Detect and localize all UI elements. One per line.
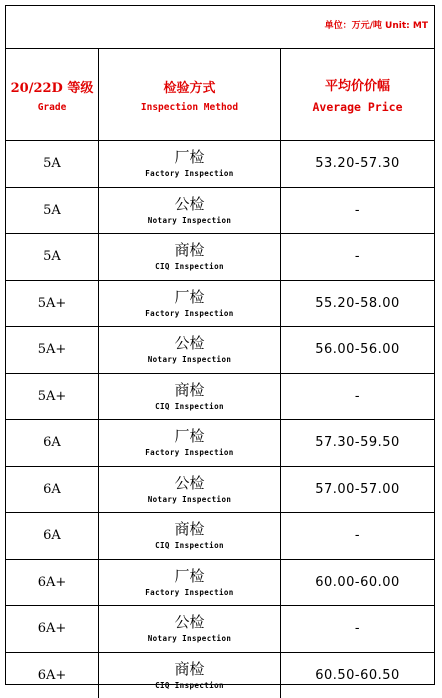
grade-cell — [6, 420, 99, 466]
grade-cell — [6, 513, 99, 559]
method-cell — [99, 467, 281, 513]
table-row — [6, 560, 434, 607]
price-cell — [281, 281, 434, 327]
method-en: Notary Inspection — [148, 634, 232, 643]
price-value: 60.00-60.00 — [315, 575, 400, 590]
price-value: 57.00-57.00 — [315, 482, 400, 497]
method-header — [99, 49, 281, 140]
grade-cell — [6, 467, 99, 513]
price-cell — [281, 653, 434, 698]
table-row — [6, 467, 434, 514]
grade-header-cn: 20/22D 等级 — [11, 77, 94, 96]
price-value: - — [355, 621, 360, 636]
method-cn: 公检 — [174, 475, 204, 492]
method-cell — [99, 560, 281, 606]
method-cn: 厂检 — [174, 428, 204, 445]
price-value: 57.30-59.50 — [315, 435, 400, 450]
price-cell — [281, 467, 434, 513]
method-en: Factory Inspection — [145, 169, 233, 178]
grade-value: 6A+ — [38, 575, 67, 590]
method-cell — [99, 141, 281, 187]
method-cell — [99, 234, 281, 280]
price-value: 56.00-56.00 — [315, 342, 400, 357]
method-cn: 厂检 — [174, 289, 204, 306]
table-row — [6, 513, 434, 560]
unit-note: 单位：万元/吨 Unit: MT — [325, 18, 428, 31]
method-cell — [99, 188, 281, 234]
table-header — [6, 49, 434, 141]
price-cell — [281, 188, 434, 234]
method-en: Notary Inspection — [148, 495, 232, 504]
method-en: Factory Inspection — [145, 448, 233, 457]
price-cell — [281, 513, 434, 559]
method-cn: 厂检 — [174, 568, 204, 585]
method-cell — [99, 653, 281, 698]
grade-value: 6A+ — [38, 668, 67, 683]
method-cn: 商检 — [174, 382, 204, 399]
table-row — [6, 606, 434, 653]
table-row — [6, 141, 434, 188]
table-row — [6, 327, 434, 374]
table-row — [6, 188, 434, 235]
method-en: CIQ Inspection — [155, 681, 224, 690]
method-header-cn: 检验方式 — [163, 77, 215, 96]
table-row — [6, 374, 434, 421]
price-value: - — [355, 249, 360, 264]
table-row — [6, 420, 434, 467]
price-header-cn: 平均价价幅 — [325, 75, 390, 94]
price-cell — [281, 420, 434, 466]
method-cn: 公检 — [174, 614, 204, 631]
method-cn: 商检 — [174, 661, 204, 678]
grade-header — [6, 49, 99, 140]
table-row — [6, 653, 434, 698]
unit-row — [6, 6, 434, 49]
grade-cell — [6, 281, 99, 327]
price-cell — [281, 374, 434, 420]
grade-value: 6A+ — [38, 621, 67, 636]
grade-value: 5A — [43, 249, 61, 264]
method-en: Factory Inspection — [145, 309, 233, 318]
price-cell — [281, 606, 434, 652]
method-en: Notary Inspection — [148, 355, 232, 364]
grade-cell — [6, 234, 99, 280]
grade-value: 5A — [43, 203, 61, 218]
price-header — [281, 49, 434, 140]
grade-cell — [6, 653, 99, 698]
price-cell — [281, 141, 434, 187]
method-cn: 公检 — [174, 196, 204, 213]
price-value: 60.50-60.50 — [315, 668, 400, 683]
method-en: Factory Inspection — [145, 588, 233, 597]
grade-value: 6A — [43, 482, 61, 497]
price-value: - — [355, 389, 360, 404]
grade-cell — [6, 374, 99, 420]
price-value: - — [355, 203, 360, 218]
method-cell — [99, 327, 281, 373]
price-value: 55.20-58.00 — [315, 296, 400, 311]
price-cell — [281, 327, 434, 373]
grade-value: 5A+ — [38, 389, 67, 404]
grade-value: 5A+ — [38, 296, 67, 311]
table-body — [6, 141, 434, 698]
grade-value: 6A — [43, 435, 61, 450]
method-cell — [99, 281, 281, 327]
method-cell — [99, 374, 281, 420]
grade-cell — [6, 606, 99, 652]
grade-cell — [6, 560, 99, 606]
price-table — [5, 5, 435, 685]
price-value: 53.20-57.30 — [315, 156, 400, 171]
method-cn: 公检 — [174, 335, 204, 352]
method-header-en: Inspection Method — [141, 102, 238, 113]
method-cn: 商检 — [174, 242, 204, 259]
method-cell — [99, 606, 281, 652]
table-row — [6, 281, 434, 328]
grade-value: 5A+ — [38, 342, 67, 357]
grade-value: 6A — [43, 528, 61, 543]
grade-header-en: Grade — [38, 102, 67, 113]
method-cell — [99, 513, 281, 559]
grade-cell — [6, 327, 99, 373]
method-cell — [99, 420, 281, 466]
method-en: CIQ Inspection — [155, 262, 224, 271]
method-cn: 厂检 — [174, 149, 204, 166]
method-en: CIQ Inspection — [155, 402, 224, 411]
grade-cell — [6, 141, 99, 187]
method-en: CIQ Inspection — [155, 541, 224, 550]
price-value: - — [355, 528, 360, 543]
grade-value: 5A — [43, 156, 61, 171]
price-cell — [281, 234, 434, 280]
price-cell — [281, 560, 434, 606]
grade-cell — [6, 188, 99, 234]
method-cn: 商检 — [174, 521, 204, 538]
price-header-en: Average Price — [312, 100, 402, 114]
method-en: Notary Inspection — [148, 216, 232, 225]
table-row — [6, 234, 434, 281]
